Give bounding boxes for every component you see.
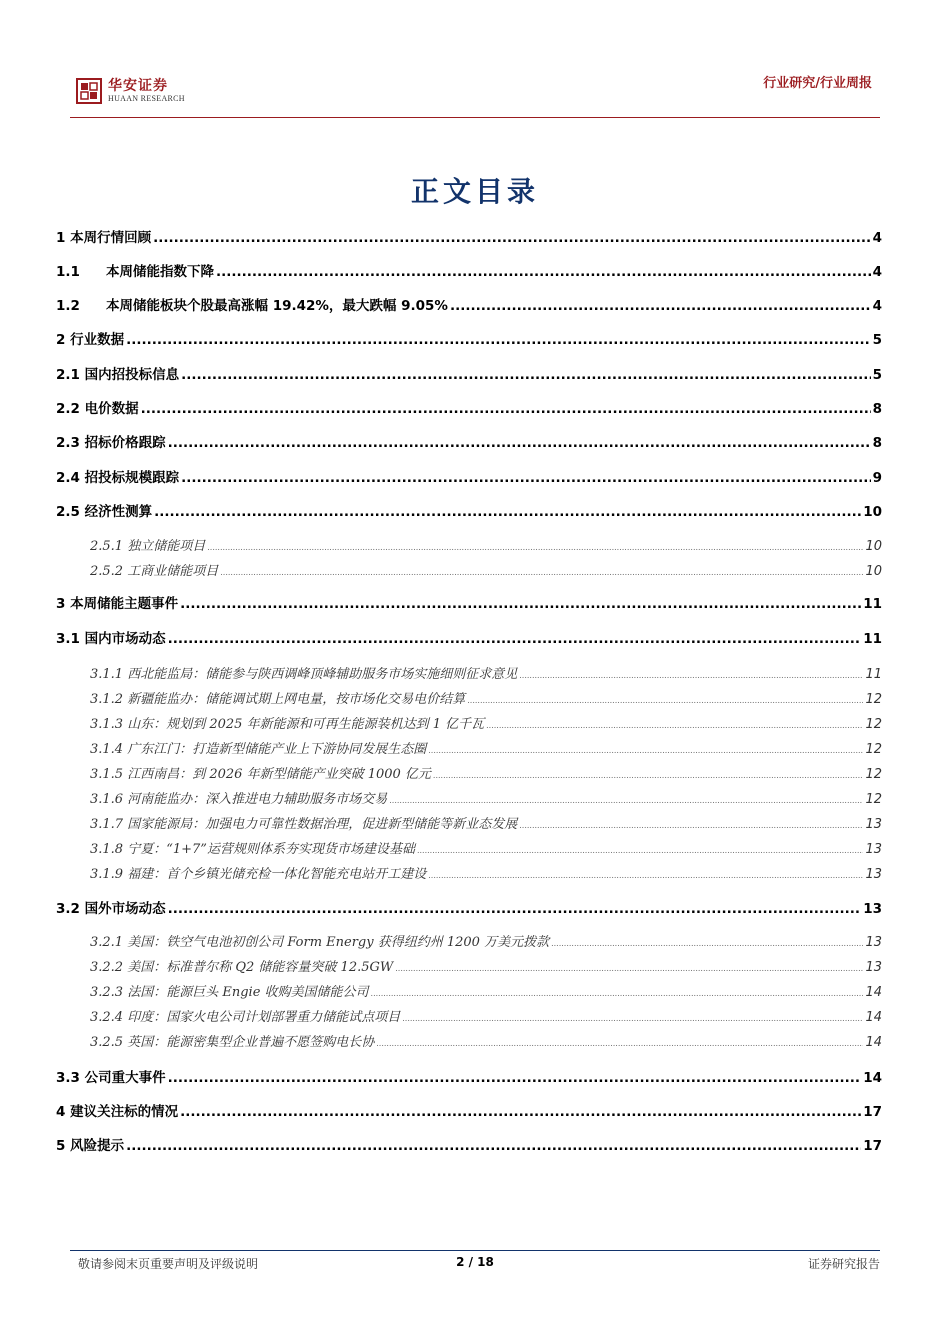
toc-entry-page: 12 xyxy=(865,692,882,707)
toc-entry-number: 3.1.8 xyxy=(90,842,124,857)
toc-entry-page: 12 xyxy=(865,717,882,732)
toc-entry-title: 独立储能项目 xyxy=(127,539,206,554)
toc-entry[interactable] xyxy=(56,328,882,348)
toc-entry-page: 13 xyxy=(865,867,882,882)
toc-entry-title: 电价数据 xyxy=(84,401,139,417)
toc-entry-title: 招标价格跟踪 xyxy=(84,435,166,451)
toc-entry-page: 10 xyxy=(865,564,882,579)
toc-entry-title: 英国：能源密集型企业普遍不愿签购电长协 xyxy=(127,1035,375,1050)
toc-dot-leader xyxy=(126,1138,861,1154)
toc-entry[interactable] xyxy=(56,627,882,647)
toc-dot-leader xyxy=(181,367,870,383)
toc-entry[interactable] xyxy=(90,838,882,857)
toc-entry-page: 5 xyxy=(872,367,882,383)
toc-entry[interactable] xyxy=(90,738,882,757)
toc-entry-number: 2.5.1 xyxy=(90,539,124,554)
toc-entry-number: 2.5.2 xyxy=(90,564,124,579)
toc-entry-page: 11 xyxy=(863,631,882,647)
toc-entry[interactable] xyxy=(56,592,882,612)
toc-dot-leader xyxy=(220,568,863,577)
toc-entry-page: 14 xyxy=(865,1035,882,1050)
toc-dot-leader xyxy=(450,298,871,314)
toc-entry-page: 12 xyxy=(865,742,882,757)
toc-entry-number: 3.1.6 xyxy=(90,792,124,807)
toc-dot-leader xyxy=(168,631,862,647)
toc-entry-page: 10 xyxy=(863,504,882,520)
toc-entry-number: 3.1.5 xyxy=(90,767,124,782)
toc-dot-leader xyxy=(467,696,863,705)
toc-entry-number: 2.5 xyxy=(56,504,80,520)
toc-entry-number: 2.4 xyxy=(56,470,80,486)
toc-entry-page: 9 xyxy=(872,470,882,486)
toc-dot-leader xyxy=(126,332,870,348)
toc-entry-title: 建议关注标的情况 xyxy=(70,1104,179,1120)
toc-entry-number: 3.1.3 xyxy=(90,717,124,732)
toc-entry-number: 3.2.3 xyxy=(90,985,124,1000)
toc-entry-number: 2 xyxy=(56,332,66,348)
toc-dot-leader xyxy=(389,796,863,805)
toc-entry-title: 江西南昌：到 2026 年新型储能产业突破 1000 亿元 xyxy=(127,767,431,782)
toc-entry-title: 风险提示 xyxy=(70,1138,125,1154)
toc-entry-page: 4 xyxy=(872,230,882,246)
company-logo xyxy=(76,78,185,104)
toc-entry[interactable] xyxy=(56,1134,882,1154)
toc-entry[interactable] xyxy=(90,688,882,707)
toc-entry-title: 招投标规模跟踪 xyxy=(84,470,180,486)
toc-entry-title: 宁夏：“1+7”运营规则体系夯实现货市场建设基础 xyxy=(127,842,415,857)
toc-dot-leader xyxy=(168,901,862,917)
toc-entry[interactable] xyxy=(56,260,882,280)
toc-entry-number: 3 xyxy=(56,596,66,612)
footer-doc-type: 证券研究报告 xyxy=(807,1257,880,1271)
toc-entry-title: 西北能监局：储能参与陕西调峰顶峰辅助服务市场实施细则征求意见 xyxy=(127,667,518,682)
toc-entry-page: 12 xyxy=(865,767,882,782)
toc-entry-page: 13 xyxy=(865,817,882,832)
toc-dot-leader xyxy=(519,821,863,830)
toc-dot-leader xyxy=(207,543,863,552)
toc-dot-leader xyxy=(428,746,863,755)
toc-entry-number: 3.2.5 xyxy=(90,1035,124,1050)
toc-entry-title: 本周储能主题事件 xyxy=(70,596,179,612)
toc-entry[interactable] xyxy=(56,363,882,383)
toc-entry-title: 美国：标准普尔称 Q2 储能容量突破 12.5GW xyxy=(127,960,394,975)
toc-entry[interactable] xyxy=(90,788,882,807)
toc-dot-leader xyxy=(519,671,863,680)
toc-entry-number: 3.1.1 xyxy=(90,667,124,682)
toc-entry-title: 本周储能板块个股最高涨幅 19.42%，最大跌幅 9.05% xyxy=(106,298,448,314)
toc-entry-number: 3.1 xyxy=(56,631,80,647)
toc-entry-page: 14 xyxy=(865,1010,882,1025)
toc-dot-leader xyxy=(428,871,863,880)
toc-dot-leader xyxy=(486,721,863,730)
toc-entry-title: 行业数据 xyxy=(70,332,125,348)
toc-dot-leader xyxy=(154,504,861,520)
toc-entry-title: 公司重大事件 xyxy=(84,1070,166,1086)
toc-entry-page: 4 xyxy=(872,298,882,314)
toc-entry-page: 11 xyxy=(865,667,882,682)
toc-entry-number: 2.1 xyxy=(56,367,80,383)
toc-entry-number: 3.1.9 xyxy=(90,867,124,882)
toc-entry-number: 3.1.4 xyxy=(90,742,124,757)
toc-entry-page: 17 xyxy=(863,1138,882,1154)
toc-entry-title: 国内招投标信息 xyxy=(84,367,180,383)
toc-entry-title: 法国：能源巨头 Engie 收购美国储能公司 xyxy=(127,985,369,1000)
toc-entry[interactable] xyxy=(56,431,882,451)
toc-entry[interactable] xyxy=(90,713,882,732)
toc-entry-number: 2.3 xyxy=(56,435,80,451)
toc-entry[interactable] xyxy=(90,931,882,950)
toc-entry-title: 经济性测算 xyxy=(84,504,153,520)
toc-entry[interactable] xyxy=(56,226,882,246)
toc-dot-leader xyxy=(216,264,871,280)
toc-entry-page: 14 xyxy=(863,1070,882,1086)
seal-icon xyxy=(76,78,102,104)
footer-disclaimer: 敬请参阅末页重要声明及评级说明 xyxy=(78,1257,259,1271)
toc-entry-number: 3.1.2 xyxy=(90,692,124,707)
toc-entry-page: 10 xyxy=(865,539,882,554)
toc-dot-leader xyxy=(153,230,870,246)
report-category: 行业研究/行业周报 xyxy=(763,76,872,91)
toc-dot-leader xyxy=(141,401,871,417)
toc-entry[interactable] xyxy=(56,294,882,314)
toc-entry[interactable] xyxy=(56,1066,882,1086)
toc-entry-number: 3.2.4 xyxy=(90,1010,124,1025)
toc-entry[interactable] xyxy=(56,1100,882,1120)
toc-dot-leader xyxy=(395,964,863,973)
toc-entry-page: 13 xyxy=(863,901,882,917)
toc-entry-title: 本周行情回顾 xyxy=(70,230,152,246)
toc-entry-number: 3.3 xyxy=(56,1070,80,1086)
toc-dot-leader xyxy=(551,939,863,948)
toc-dot-leader xyxy=(180,596,861,612)
toc-entry-title: 国家能源局：加强电力可靠性数据治理，促进新型储能等新业态发展 xyxy=(127,817,518,832)
toc-entry[interactable] xyxy=(90,535,882,554)
toc-entry-title: 印度：国家火电公司计划部署重力储能试点项目 xyxy=(127,1010,401,1025)
toc-entry[interactable] xyxy=(90,1031,882,1050)
toc-entry-number: 3.2 xyxy=(56,901,80,917)
toc-entry-number: 4 xyxy=(56,1104,66,1120)
toc-entry-page: 13 xyxy=(865,842,882,857)
toc-entry-title: 工商业储能项目 xyxy=(127,564,219,579)
toc-entry-number: 1.2 xyxy=(56,298,80,314)
toc-dot-leader xyxy=(376,1039,863,1048)
toc-entry[interactable] xyxy=(90,663,882,682)
toc-entry-page: 17 xyxy=(863,1104,882,1120)
toc-entry[interactable] xyxy=(56,466,882,486)
toc-entry-title: 福建：首个乡镇光储充检一体化智能充电站开工建设 xyxy=(127,867,427,882)
toc-entry-page: 13 xyxy=(865,960,882,975)
toc-entry[interactable] xyxy=(90,981,882,1000)
toc-entry-page: 8 xyxy=(872,435,882,451)
toc-entry-title: 本周储能指数下降 xyxy=(106,264,214,280)
toc-entry-page: 13 xyxy=(865,935,882,950)
toc-entry-number: 1 xyxy=(56,230,66,246)
toc-entry-number: 2.2 xyxy=(56,401,80,417)
toc-entry-page: 8 xyxy=(872,401,882,417)
toc-entry[interactable] xyxy=(56,500,882,520)
toc-dot-leader xyxy=(402,1014,863,1023)
logo-english-name: HUAAN RESEARCH xyxy=(108,94,185,103)
toc-entry-page: 12 xyxy=(865,792,882,807)
toc-entry-number: 1.1 xyxy=(56,264,80,280)
page-title: 正文目录 xyxy=(410,175,539,208)
toc-entry-number: 3.1.7 xyxy=(90,817,124,832)
toc-entry-title: 河南能监办：深入推进电力辅助服务市场交易 xyxy=(127,792,388,807)
toc-entry-page: 5 xyxy=(872,332,882,348)
toc-entry[interactable] xyxy=(56,397,882,417)
footer-divider xyxy=(70,1250,880,1251)
toc-entry-number: 3.2.2 xyxy=(90,960,124,975)
toc-dot-leader xyxy=(168,435,871,451)
toc-entry-title: 新疆能监办：储能调试期上网电量，按市场化交易电价结算 xyxy=(127,692,466,707)
toc-dot-leader xyxy=(180,1104,861,1120)
toc-entry-title: 国外市场动态 xyxy=(84,901,166,917)
page-number: 2 / 18 xyxy=(456,1255,494,1269)
toc-entry[interactable] xyxy=(90,560,882,579)
toc-entry[interactable] xyxy=(90,763,882,782)
toc-dot-leader xyxy=(181,470,870,486)
toc-entry-title: 广东江门：打造新型储能产业上下游协同发展生态圈 xyxy=(127,742,427,757)
toc-dot-leader xyxy=(168,1070,862,1086)
toc-entry-page: 11 xyxy=(863,596,882,612)
toc-entry-number: 3.2.1 xyxy=(90,935,124,950)
toc-entry[interactable] xyxy=(90,1006,882,1025)
header-divider xyxy=(70,117,880,118)
toc-entry-title: 美国：铁空气电池初创公司 Form Energy 获得纽约州 1200 万美元拨款 xyxy=(127,935,550,950)
toc-entry[interactable] xyxy=(90,956,882,975)
toc-dot-leader xyxy=(433,771,864,780)
toc-entry[interactable] xyxy=(90,813,882,832)
logo-chinese-name: 华安证券 xyxy=(108,78,168,94)
toc-entry[interactable] xyxy=(90,863,882,882)
toc-dot-leader xyxy=(371,989,864,998)
toc-entry-title: 国内市场动态 xyxy=(84,631,166,647)
toc-entry-page: 14 xyxy=(865,985,882,1000)
toc-entry-page: 4 xyxy=(872,264,882,280)
toc-entry[interactable] xyxy=(56,897,882,917)
toc-dot-leader xyxy=(417,846,864,855)
toc-entry-number: 5 xyxy=(56,1138,66,1154)
toc-entry-title: 山东：规划到 2025 年新能源和可再生能源装机达到 1 亿千瓦 xyxy=(127,717,485,732)
